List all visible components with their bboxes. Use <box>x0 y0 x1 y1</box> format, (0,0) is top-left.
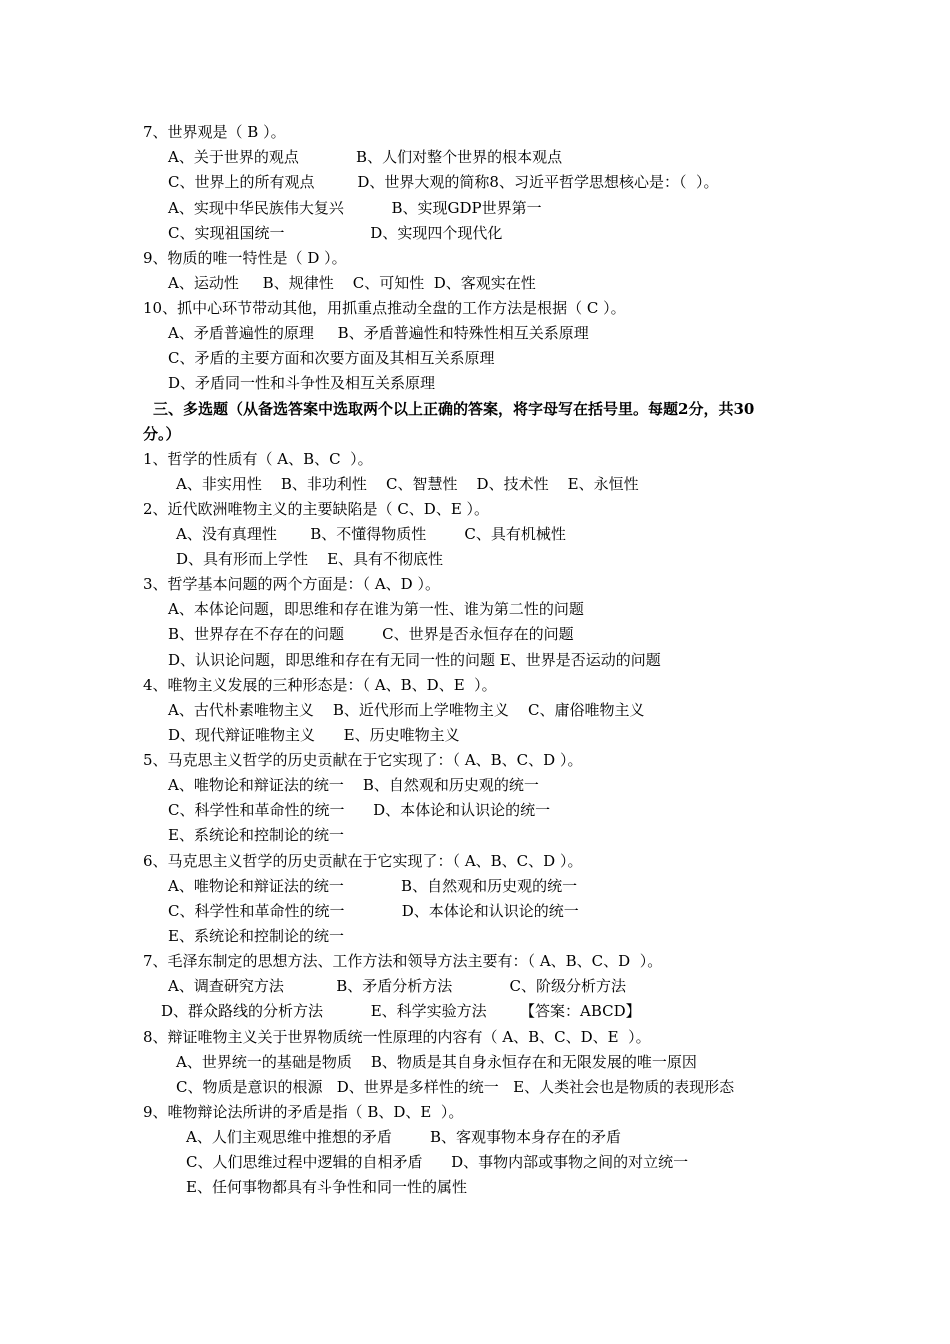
q9-options: A、运动性 B、规律性 C、可知性 D、客观实在性 <box>168 274 536 292</box>
mc-q8-options-ab: A、世界统一的基础是物质 B、物质是其自身永恒存在和无限发展的唯一原因 <box>176 1053 697 1071</box>
q8-options-cd: C、实现祖国统一 D、实现四个现代化 <box>168 224 503 242</box>
mc-q1-options: A、非实用性 B、非功利性 C、智慧性 D、技术性 E、永恒性 <box>176 475 639 493</box>
mc-q9-option-e: E、任何事物都具有斗争性和同一性的属性 <box>186 1178 467 1196</box>
mc-question-6-stem: 6、马克思主义哲学的历史贡献在于它实现了：（ A、B、C、D ）。 <box>143 852 583 870</box>
mc-q4-options-abc: A、古代朴素唯物主义 B、近代形而上学唯物主义 C、庸俗唯物主义 <box>168 701 645 719</box>
question-9-stem: 9、物质的唯一特性是（ D ）。 <box>143 249 347 267</box>
mc-q5-option-e: E、系统论和控制论的统一 <box>168 826 344 844</box>
mc-q4-options-de: D、现代辩证唯物主义 E、历史唯物主义 <box>168 726 460 744</box>
mc-question-9-stem: 9、唯物辩论法所讲的矛盾是指（ B、D、E ）。 <box>143 1103 464 1121</box>
q7-options-ab: A、关于世界的观点 B、人们对整个世界的根本观点 <box>168 148 563 166</box>
mc-question-7-stem: 7、毛泽东制定的思想方法、工作方法和领导方法主要有：（ A、B、C、D ）。 <box>143 952 663 970</box>
mc-q7-options-de-answer: D、群众路线的分析方法 E、科学实验方法 【答案：ABCD】 <box>161 1002 641 1020</box>
mc-q7-options-abc: A、调查研究方法 B、矛盾分析方法 C、阶级分析方法 <box>168 977 627 995</box>
q10-option-c: C、矛盾的主要方面和次要方面及其相互关系原理 <box>168 349 495 367</box>
q10-option-d: D、矛盾同一性和斗争性及相互关系原理 <box>168 374 436 392</box>
mc-question-4-stem: 4、唯物主义发展的三种形态是：（ A、B、D、E ）。 <box>143 676 497 694</box>
mc-q3-option-a: A、本体论问题，即思维和存在谁为第一性、谁为第二性的问题 <box>168 600 584 618</box>
section-heading-continuation: 分。） <box>143 425 181 443</box>
mc-q2-options-abc: A、没有真理性 B、不懂得物质性 C、具有机械性 <box>176 525 566 543</box>
mc-q6-option-e: E、系统论和控制论的统一 <box>168 927 344 945</box>
q7-options-cd-q8-stem: C、世界上的所有观点 D、世界大观的简称8、习近平哲学思想核心是：（ ）。 <box>168 173 719 191</box>
mc-q6-options-cd: C、科学性和革命性的统一 D、本体论和认识论的统一 <box>168 902 579 920</box>
q8-options-ab: A、实现中华民族伟大复兴 B、实现GDP世界第一 <box>168 199 542 217</box>
mc-q8-options-cde: C、物质是意识的根源 D、世界是多样性的统一 E、人类社会也是物质的表现形态 <box>176 1078 735 1096</box>
mc-question-1-stem: 1、哲学的性质有（ A、B、C ）。 <box>143 450 373 468</box>
mc-q5-options-ab: A、唯物论和辩证法的统一 B、自然观和历史观的统一 <box>168 776 539 794</box>
section-heading-multiple-choice: 三、多选题（从备选答案中选取两个以上正确的答案，将字母写在括号里。每题2分，共30 <box>153 400 755 418</box>
question-7-stem: 7、世界观是（ B ）。 <box>143 123 286 141</box>
mc-question-2-stem: 2、近代欧洲唯物主义的主要缺陷是（ C、D、E ）。 <box>143 500 490 518</box>
mc-q5-options-cd: C、科学性和革命性的统一 D、本体论和认识论的统一 <box>168 801 551 819</box>
mc-q3-options-de: D、认识论问题，即思维和存在有无同一性的问题 E、世界是否运动的问题 <box>168 651 661 669</box>
mc-q6-options-ab: A、唯物论和辩证法的统一 B、自然观和历史观的统一 <box>168 877 578 895</box>
mc-question-3-stem: 3、哲学基本问题的两个方面是：（ A、D ）。 <box>143 575 440 593</box>
mc-q2-options-de: D、具有形而上学性 E、具有不彻底性 <box>176 550 444 568</box>
mc-q9-options-cd: C、人们思维过程中逻辑的自相矛盾 D、事物内部或事物之间的对立统一 <box>186 1153 689 1171</box>
mc-question-5-stem: 5、马克思主义哲学的历史贡献在于它实现了：（ A、B、C、D ）。 <box>143 751 583 769</box>
question-10-stem: 10、抓中心环节带动其他，用抓重点推动全盘的工作方法是根据（ C ）。 <box>143 299 626 317</box>
mc-q9-options-ab: A、人们主观思维中推想的矛盾 B、客观事物本身存在的矛盾 <box>186 1128 622 1146</box>
mc-q3-options-bc: B、世界存在不存在的问题 C、世界是否永恒存在的问题 <box>168 625 574 643</box>
mc-question-8-stem: 8、辩证唯物主义关于世界物质统一性原理的内容有（ A、B、C、D、E ）。 <box>143 1028 651 1046</box>
q10-options-ab: A、矛盾普遍性的原理 B、矛盾普遍性和特殊性相互关系原理 <box>168 324 589 342</box>
